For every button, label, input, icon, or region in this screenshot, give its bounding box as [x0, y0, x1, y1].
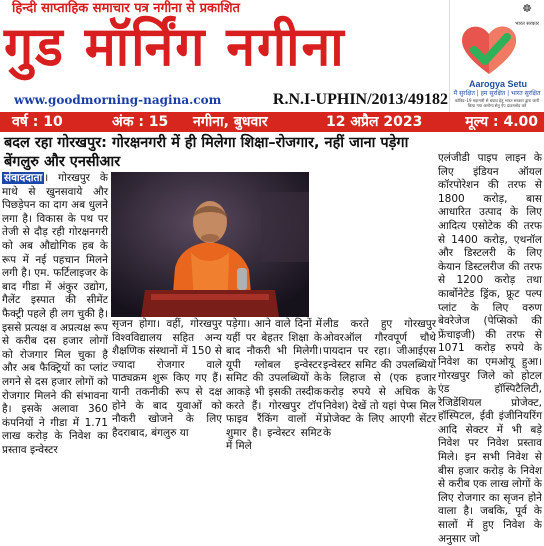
place-day: नगीना, बुधवार — [193, 114, 268, 130]
heart-check-logo-icon — [457, 20, 521, 78]
column-left-text: । गोरखपुर के माथे से खुनसवाये और पिछड़ेपन का दाग अब धुलने लगा है। विकास के पथ पर तेजी से दौड़ रही गोरक्षनगरी को अब औद्योगिक हब के रूप में नई पहचान मिलने लगी है। एम. फर्टिलाइजर के बाद गीडा में अंकुर उद्योग, गैलेंट इस्पात की सीमेंट फैक्ट्री पहले ही लग चुकी है। इससे प्रत्यक्ष व अप्रत्यक्ष रूप से करीब दस हजार लोगों को रोजगार मिल चुका है और अब फैक्ट्रियों का प्लांट लगने से दस हजार लोगों को रोजगार मिलने की संभावना है। इसके अलावा 360 कंपनियों ने गीडा में 1.71 लाख करोड़ के निवेश का प्रस्ताव इन्वेस्टर — [2, 172, 108, 456]
issue-info-bar — [0, 112, 544, 132]
article-column-right: एलंजीडी पाइप लाइन के लिए इंडियन ऑयल कॉरपोरेशन की तरफ से 1800 करोड़, बास आधारित उत्पाद के लिए आदित्य एसोटेक की तरफ से 1400 करोड़, एथनॉल और डिस्टलरी के लिए केयान डिस्टलरीज की तरफ से 1200 करोड़ तथा कार्बोनेटेड ड्रिंक, फ्रूट पल्प प्लांट के लिए वरुण बेवरेजेज (पेप्सिको की फ्रेंचाइजी) की तरफ से 1071 करोड़ रुपये के निवेश का एमओयू हुआ। गोरखपुर जिले को होटल एंड हॉस्पिटैलिटी, रेजिडेंशियल प्रोजेक्ट, हॉस्पिटल, ईवी इंजीनियरिंग आदि सेक्टर में भी बड़े निवेश पर निवेश प्रस्ताव मिले। इन सभी निवेश से बीस हजार करोड़ के निवेश से करीब एक लाख लोगों के लिए रोजगार का सृजन होने वाला है। जबकि, पूर्व के सालों में हुए निवेश के अनुसार जो — [438, 152, 542, 545]
app-name: Aarogya Setu — [468, 79, 528, 89]
aarogya-setu-advert — [449, 0, 544, 112]
article-column-middle-1: सृजन होगा। वहीं, गोरखपुर विश्वविद्यालय सहित अन्य शैक्षणिक संस्थानों में 150 से ज्यादा रोजगार वाले पाठ्यक्रम शुरू किए गए हैं। यानी तकनीकी रूप से दक्ष होने के बाद युवाओं को नौकरी खोजने के लिए हैदराबाद, बंगलुरु या — [112, 318, 222, 439]
website-link[interactable]: www.goodmorning-nagina.com — [14, 93, 222, 107]
masthead-tagline: हिन्दी साप्ताहिक समाचार पत्र नगीना से प्रकाशित — [12, 1, 240, 16]
article-column-middle-3: लीड करते हुए गोरखपुर ओवरऑल गौरवपूर्ण चौथे पायदान पर रहा। जीआईएस इन्वेस्टर समिट की उपलब्धियों के लिहाज से (एक हजार करोड़ रुपये से अधिक के निवेश) देखें तो यहां पेप्स मिल प्रोजेक्ट के लिए आएगी सेंटर के — [323, 318, 436, 439]
byline: संवाददाता — [4, 172, 43, 184]
article-column-left — [2, 172, 108, 456]
national-emblem-icon: ☸ — [522, 2, 532, 15]
issue-year: वर्ष : 10 — [12, 114, 63, 130]
masthead — [0, 0, 544, 112]
advert-fine-print: कोविड–19 महामारी से बचाव हेतु भारत सरकार द्वारा जारी किया गया आरोग्य सेतु ऐप डाउनलोड करें — [454, 98, 540, 108]
speaker-photo — [111, 172, 309, 317]
issue-price: मूल्य : 4.00 — [465, 114, 538, 130]
rni-number: R.N.I-UPHIN/2013/49182 — [272, 91, 448, 108]
issue-number: अंक : 15 — [112, 114, 169, 130]
article-column-middle-2: पड़ेगा। आने वाले दिनों में यहीं पर बेहतर शिक्षा के बाद नौकरी भी मिलेगी।यूपी ग्लोबल इन्वेस्टर समिट की उपलब्धियों के आकड़े भी इसकी तस्दीक करते हैं। गोरखपुर टॉप फाइव रैंकिंग वालों में शुमार है। इन्वेस्टर समिट में मिले — [226, 318, 322, 453]
issue-date: 12 अप्रैल 2023 — [326, 114, 423, 130]
article-headline: बदल रहा गोरखपुर: गोरक्षनगरी में ही मिलेगा शिक्षा–रोजगार, नहीं जाना पड़ेगा बेंगलुरु और एनसीआर — [4, 135, 409, 170]
emblem-caption: भारत सरकार — [515, 21, 539, 27]
newspaper-title: गुड मॉर्निंग नगीना — [4, 15, 346, 78]
app-slogan: मैं सुरक्षित | हम सुरक्षित | भारत सुरक्षित — [453, 90, 541, 97]
